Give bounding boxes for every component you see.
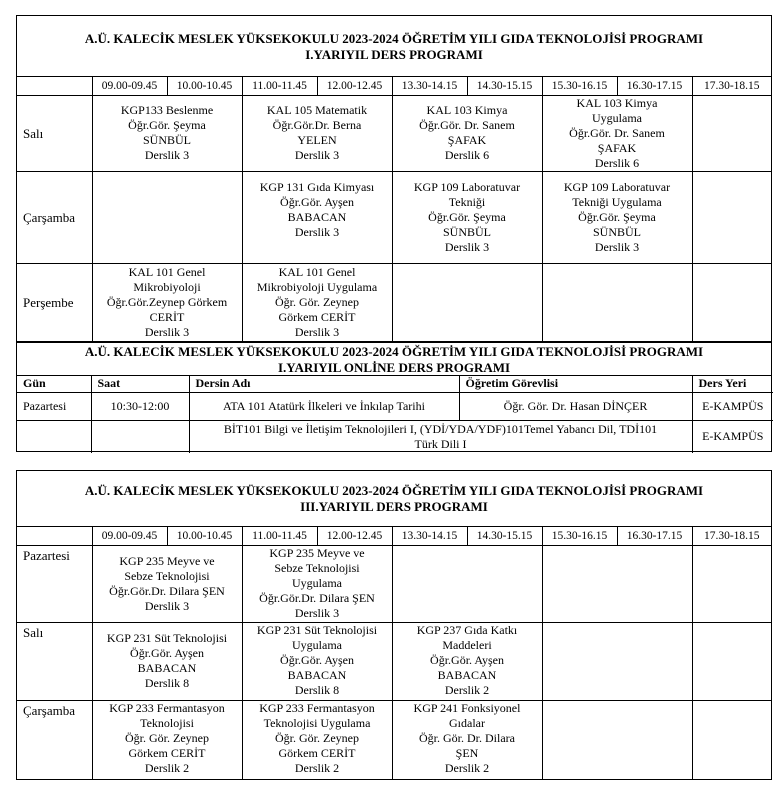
time-slot: 16.30-17.15 — [617, 77, 692, 95]
course-cell — [92, 95, 242, 171]
course-line: Derslik 3 — [144, 148, 190, 162]
empty-cell — [542, 263, 692, 341]
course-line: Derslik 3 — [294, 605, 340, 620]
time-slot: 17.30-18.15 — [692, 77, 771, 95]
course-line: ŞAFAK — [447, 133, 487, 147]
empty-cell — [692, 263, 771, 341]
empty-cell — [692, 171, 771, 263]
course-line: BİT101 Bilgi ve İletişim Teknolojileri I, (YDİ/YDA/YDF)101Temel Yabancı Dil, TDİ101 — [223, 421, 658, 436]
course-line: Derslik 2 — [144, 760, 190, 775]
time-slot: 13.30-14.15 — [392, 527, 467, 545]
course-line: KGP 131 Gıda Kimyası — [259, 179, 375, 194]
course-line: Öğr.Gör.Dr. Dilara ŞEN — [259, 590, 375, 605]
course-cell — [242, 263, 392, 341]
semester-1-schedule — [16, 15, 772, 452]
course-line: Teknolojisi Uygulama — [263, 715, 371, 730]
course-line: Derslik 3 — [594, 239, 640, 254]
empty-cell — [92, 171, 242, 263]
semester-3-schedule — [16, 470, 772, 780]
course-line: Mikrobiyoloji Uygulama — [256, 279, 378, 294]
table-row — [17, 421, 773, 453]
course-cell — [189, 421, 692, 453]
time-slot: 10.00-10.45 — [167, 527, 242, 545]
time-slot: 15.30-16.15 — [542, 527, 617, 545]
empty-cell — [692, 545, 771, 622]
time-slot: 11.00-11.45 — [242, 527, 317, 545]
course-line: Öğr. Gör. Zeynep — [275, 294, 359, 309]
day-cell: Pazartesi — [17, 393, 91, 421]
day-label: Salı — [17, 95, 92, 171]
course-line: Derslik 6 — [444, 148, 490, 162]
time-slot: 09.00-09.45 — [92, 77, 167, 95]
day-row — [17, 263, 771, 341]
course-line: Derslik 3 — [144, 324, 190, 339]
course-line: KGP 233 Fermantasyon — [109, 700, 225, 715]
course-cell — [542, 171, 692, 263]
course-line: KGP 109 Laboratuvar — [413, 179, 521, 194]
course-line: Derslik 3 — [294, 148, 340, 162]
title-line: I.YARIYIL ONLİNE DERS PROGRAMI — [277, 359, 511, 375]
course-line: KGP 237 Gıda Katkı — [416, 622, 518, 637]
time-slot: 14.30-15.15 — [467, 77, 542, 95]
course-line: KGP 231 Süt Teknolojisi — [256, 622, 378, 637]
day-row — [17, 171, 771, 263]
course-line: Öğr.Gör. Dr. Sanem — [569, 125, 665, 140]
day-row — [17, 95, 771, 171]
course-line: Teknolojisi — [140, 715, 194, 730]
time-header-row — [17, 77, 771, 95]
course-line: Öğr.Gör. Dr. Sanem — [419, 118, 515, 132]
course-line: ŞAFAK — [597, 140, 637, 155]
course-line: Tekniği Uygulama — [572, 194, 662, 209]
time-slot: 12.00-12.45 — [317, 527, 392, 545]
course-line: Sebze Teknolojisi — [274, 560, 360, 575]
course-line: KAL 101 Genel — [128, 264, 206, 279]
course-line: KGP 233 Fermantasyon — [259, 700, 375, 715]
course-line: KGP 235 Meyve ve — [119, 553, 215, 568]
course-line: BABACAN — [287, 667, 347, 682]
time-slot: 15.30-16.15 — [542, 77, 617, 95]
online-schedule-table — [17, 376, 773, 453]
schedule-table — [17, 77, 771, 342]
course-line: BABACAN — [287, 209, 347, 224]
course-line: KAL 103 Kimya — [576, 95, 658, 110]
empty-cell — [692, 95, 771, 171]
course-cell — [92, 263, 242, 341]
day-row — [17, 622, 771, 700]
course-line: CERİT — [149, 309, 185, 324]
column-header: Gün — [17, 376, 91, 393]
course-line: Derslik 3 — [144, 598, 190, 613]
course-line: KAL 103 Kimya — [426, 103, 508, 117]
online-schedule-title — [17, 342, 771, 376]
course-line: Tekniği — [448, 194, 486, 209]
course-line: KGP 231 Süt Teknolojisi — [106, 631, 228, 645]
course-line: Derslik 3 — [294, 224, 340, 239]
course-line: Derslik 2 — [444, 682, 490, 697]
course-line: Derslik 8 — [294, 682, 340, 697]
time-slot: 11.00-11.45 — [242, 77, 317, 95]
course-line: Öğr. Gör. Zeynep — [275, 730, 359, 745]
empty-cell — [542, 700, 692, 779]
time-slot: 16.30-17.15 — [617, 527, 692, 545]
place-cell: E-KAMPÜS — [692, 421, 773, 453]
column-header: Dersin Adı — [189, 376, 459, 393]
course-line: Sebze Teknolojisi — [124, 568, 210, 583]
course-line: Öğr.Gör. Şeyma — [578, 209, 656, 224]
course-line: KGP 235 Meyve ve — [269, 545, 365, 560]
day-label: Perşembe — [17, 263, 92, 341]
empty-cell — [392, 545, 542, 622]
day-label: Pazartesi — [17, 545, 92, 622]
corner-cell — [17, 527, 92, 545]
course-line: Uygulama — [592, 110, 642, 125]
column-header: Öğretim Görevlisi — [459, 376, 692, 393]
place-cell: E-KAMPÜS — [692, 393, 773, 421]
course-line: Görkem CERİT — [128, 745, 206, 760]
time-cell — [91, 421, 189, 453]
time-header-row — [17, 527, 771, 545]
title-line: A.Ü. KALECİK MESLEK YÜKSEKOKULU 2023-2024 ÖĞRETİM YILI GIDA TEKNOLOJİSİ PROGRAMI — [84, 483, 704, 498]
course-line: ŞEN — [455, 745, 479, 760]
course-cell — [542, 95, 692, 171]
time-cell: 10:30-12:00 — [91, 393, 189, 421]
semester-3-title — [17, 471, 771, 527]
course-line: Görkem CERİT — [278, 309, 356, 324]
course-line: Öğr.Gör. Ayşen — [280, 652, 354, 667]
course-line: Öğr.Gör.Dr. Dilara ŞEN — [109, 583, 225, 598]
course-cell — [242, 545, 392, 622]
course-cell — [392, 95, 542, 171]
day-label: Çarşamba — [17, 171, 92, 263]
course-line: KGP 109 Laboratuvar — [563, 179, 671, 194]
day-label: Çarşamba — [17, 700, 92, 779]
course-line: KAL 105 Matematik — [266, 103, 368, 117]
course-line: Öğr.Gör. Ayşen — [430, 652, 504, 667]
course-cell — [242, 622, 392, 700]
course-line: Mikrobiyoloji — [133, 279, 201, 294]
column-header: Ders Yeri — [692, 376, 773, 393]
empty-cell — [542, 545, 692, 622]
course-cell — [392, 700, 542, 779]
course-line: Türk Dili I — [414, 436, 467, 451]
semester-1-title — [17, 16, 771, 77]
course-line: Görkem CERİT — [278, 745, 356, 760]
course-line: Öğr.Gör. Şeyma — [128, 118, 206, 132]
empty-cell — [542, 622, 692, 700]
course-line: BABACAN — [137, 661, 197, 675]
course-line: Derslik 8 — [144, 676, 190, 690]
course-line: Maddeleri — [442, 637, 492, 652]
course-cell — [242, 171, 392, 263]
course-line: Öğr.Gör. Şeyma — [428, 209, 506, 224]
course-line: Öğr. Gör. Dr. Dilara — [419, 730, 515, 745]
online-header-row — [17, 376, 773, 393]
empty-cell — [692, 700, 771, 779]
course-cell — [92, 545, 242, 622]
course-line: Öğr.Gör. Ayşen — [280, 194, 354, 209]
column-header: Saat — [91, 376, 189, 393]
course-line: Gıdalar — [449, 715, 485, 730]
course-line: Derslik 2 — [294, 760, 340, 775]
course-line: Öğr.Gör. Ayşen — [130, 646, 204, 660]
empty-cell — [692, 622, 771, 700]
empty-cell — [392, 263, 542, 341]
course-line: SÜNBÜL — [442, 224, 491, 239]
course-line: Öğr. Gör. Zeynep — [125, 730, 209, 745]
course-line: Derslik 3 — [444, 239, 490, 254]
title-line: III.YARIYIL DERS PROGRAMI — [300, 499, 488, 514]
time-slot: 14.30-15.15 — [467, 527, 542, 545]
course-line: Derslik 3 — [294, 324, 340, 339]
title-line: A.Ü. KALECİK MESLEK YÜKSEKOKULU 2023-2024 ÖĞRETİM YILI GIDA TEKNOLOJİSİ PROGRAMI — [84, 343, 704, 359]
schedule-table — [17, 527, 771, 780]
corner-cell — [17, 77, 92, 95]
table-row — [17, 393, 773, 421]
course-cell — [392, 622, 542, 700]
course-cell — [242, 700, 392, 779]
course-line: SÜNBÜL — [592, 224, 641, 239]
course-cell: ATA 101 Atatürk İlkeleri ve İnkılap Tarihi — [189, 393, 459, 421]
course-line: SÜNBÜL — [142, 133, 191, 147]
day-label: Salı — [17, 622, 92, 700]
time-slot: 13.30-14.15 — [392, 77, 467, 95]
course-line: YELEN — [297, 133, 337, 147]
course-cell — [242, 95, 392, 171]
course-line: Öğr.Gör.Dr. Berna — [272, 118, 362, 132]
title-line: I.YARIYIL DERS PROGRAMI — [305, 47, 483, 62]
time-slot: 12.00-12.45 — [317, 77, 392, 95]
title-line: A.Ü. KALECİK MESLEK YÜKSEKOKULU 2023-2024 ÖĞRETİM YILI GIDA TEKNOLOJİSİ PROGRAMI — [84, 31, 704, 46]
course-line: KAL 101 Genel — [278, 264, 356, 279]
course-cell — [392, 171, 542, 263]
course-line: Öğr.Gör.Zeynep Görkem — [106, 294, 228, 309]
day-row — [17, 700, 771, 779]
course-line: KGP133 Beslenme — [120, 103, 214, 117]
teacher-cell: Öğr. Gör. Dr. Hasan DİNÇER — [459, 393, 692, 421]
time-slot: 10.00-10.45 — [167, 77, 242, 95]
course-line: Derslik 6 — [594, 155, 640, 170]
course-line: Derslik 2 — [444, 760, 490, 775]
course-cell — [92, 700, 242, 779]
course-line: Uygulama — [292, 575, 342, 590]
course-line: KGP 241 Fonksiyonel — [413, 700, 521, 715]
time-slot: 17.30-18.15 — [692, 527, 771, 545]
course-cell — [92, 622, 242, 700]
course-line: Uygulama — [292, 637, 342, 652]
day-cell — [17, 421, 91, 453]
time-slot: 09.00-09.45 — [92, 527, 167, 545]
day-row — [17, 545, 771, 622]
course-line: BABACAN — [437, 667, 497, 682]
